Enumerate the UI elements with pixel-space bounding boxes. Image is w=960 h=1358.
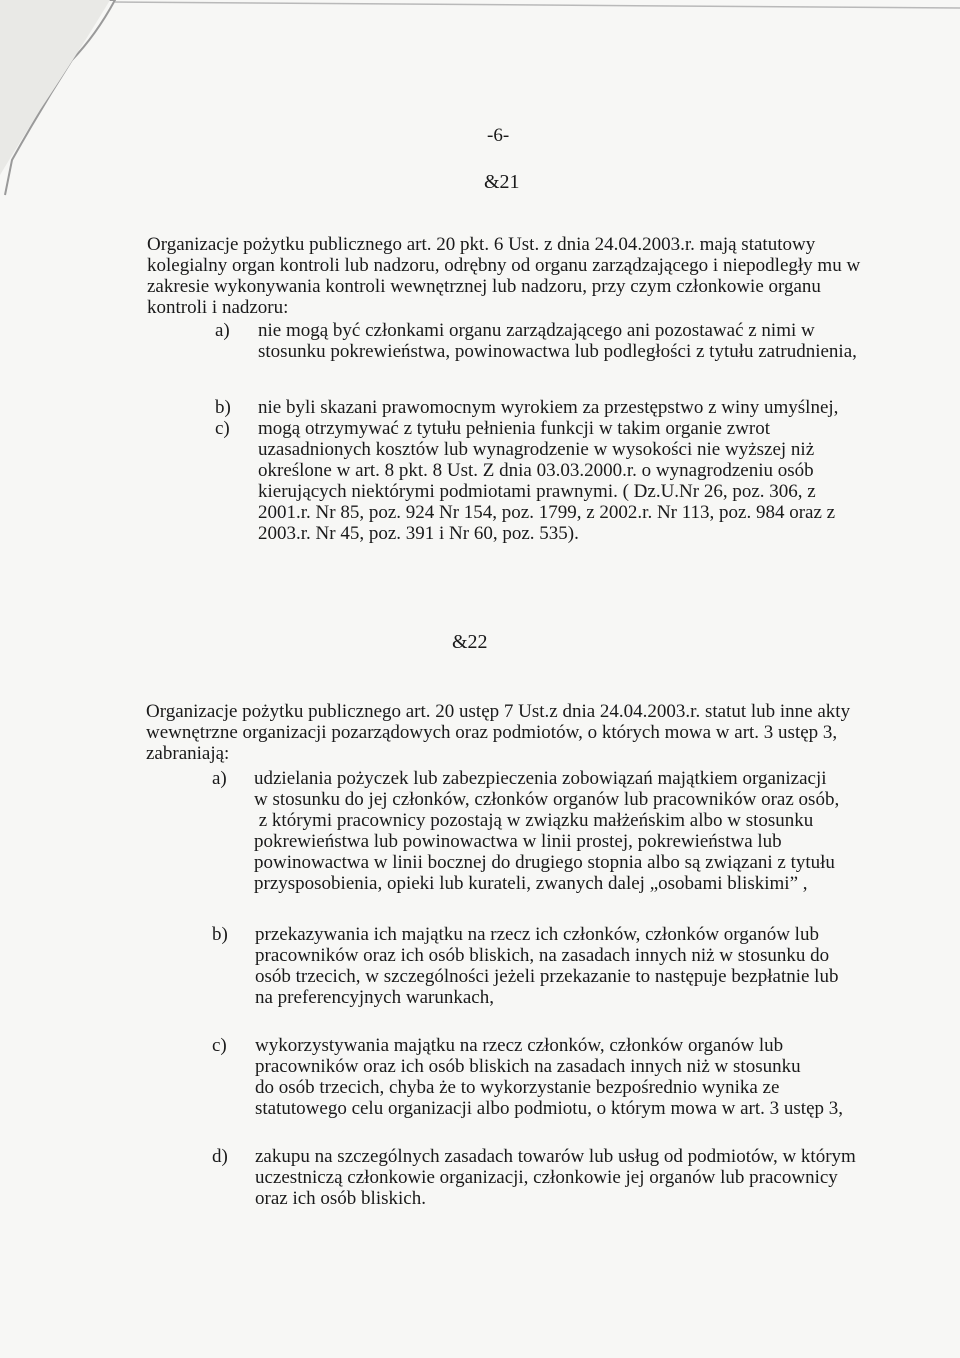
item-line: na preferencyjnych warunkach, (255, 987, 494, 1008)
item-marker: d) (212, 1146, 228, 1167)
item-text (255, 924, 838, 1008)
item-line: kierujących niektórymi podmiotami prawnymi. ( Dz.U.Nr 26, poz. 306, z (258, 481, 816, 502)
item-text (255, 1146, 856, 1209)
section-21-intro (147, 234, 860, 318)
item-line: określone w art. 8 pkt. 8 Ust. Z dnia 03.03.2000.r. o wynagrodzeniu osób (258, 460, 814, 481)
item-line: stosunku pokrewieństwa, powinowactwa lub podległości z tytułu zatrudnienia, (258, 341, 857, 362)
section-21-intro-line: Organizacje pożytku publicznego art. 20 pkt. 6 Ust. z dnia 24.04.2003.r. mają statutowy (147, 234, 816, 255)
item-line: w stosunku do jej członków, członków organów lub pracowników oraz osób, (254, 789, 840, 810)
item-line: uzasadnionych kosztów lub wynagrodzenie w wysokości nie wyższej niż (258, 439, 815, 460)
item-line: nie byli skazani prawomocnym wyrokiem za przestępstwo z winy umyślnej, (258, 397, 839, 418)
item-marker: b) (215, 397, 231, 418)
item-text (255, 1035, 843, 1119)
item-marker: c) (215, 418, 230, 439)
section-22-heading: &22 (452, 631, 488, 653)
item-line: osób trzecich, w szczególności jeżeli przekazanie to następuje bezpłatnie lub (255, 966, 839, 987)
item-line: uczestniczą członkowie organizacji, członkowie jej organów lub pracownicy (255, 1167, 838, 1188)
item-line: pokrewieństwa lub powinowactwa w linii prostej, pokrewieństwa lub (254, 831, 782, 852)
item-line: 2003.r. Nr 45, poz. 391 i Nr 60, poz. 535). (258, 523, 579, 544)
section-22-intro-line: zabraniają: (146, 743, 230, 764)
section-21-intro-line: kontroli i nadzoru: (147, 297, 289, 318)
item-line: zakupu na szczególnych zasadach towarów lub usług od podmiotów, w którym (255, 1146, 856, 1167)
section-21-heading: &21 (484, 171, 520, 193)
section-22-intro-line: Organizacje pożytku publicznego art. 20 ustęp 7 Ust.z dnia 24.04.2003.r. statut lub inne akty (146, 701, 851, 722)
item-text (258, 397, 838, 418)
item-line: udzielania pożyczek lub zabezpieczenia zobowiązań majątkiem organizacji (254, 768, 827, 789)
section-21-intro-line: kolegialny organ kontroli lub nadzoru, odrębny od organu zarządzającego i niepodległy mu w (147, 255, 861, 276)
page-number: -6- (487, 125, 510, 146)
item-line: mogą otrzymywać z tytułu pełnienia funkcji w takim organie zwrot (258, 418, 770, 439)
item-line: przekazywania ich majątku na rzecz ich członków, członków organów lub (255, 924, 819, 945)
item-text (258, 418, 835, 544)
item-marker: b) (212, 924, 228, 945)
item-line: przysposobienia, opieki lub kurateli, zwanych dalej „osobami bliskimi” , (254, 873, 808, 894)
section-22-intro-line: wewnętrzne organizacji pozarządowych oraz podmiotów, o których mowa w art. 3 ustęp 3, (146, 722, 838, 743)
item-line: z którymi pracownicy pozostają w związku małżeńskim albo w stosunku (254, 810, 814, 831)
item-line: statutowego celu organizacji albo podmiotu, o którym mowa w art. 3 ustęp 3, (255, 1098, 843, 1119)
item-marker: a) (215, 320, 230, 341)
item-line: powinowactwa w linii bocznej do drugiego stopnia albo są związani z tytułu (254, 852, 835, 873)
section-21-intro-line: zakresie wykonywania kontroli wewnętrznej lub nadzoru, przy czym członkowie organu (147, 276, 821, 297)
item-marker: c) (212, 1035, 227, 1056)
item-marker: a) (212, 768, 227, 789)
item-text (254, 768, 839, 894)
item-line: pracowników oraz ich osób bliskich, na zasadach innych niż w stosunku do (255, 945, 830, 966)
item-line: oraz ich osób bliskich. (255, 1188, 426, 1209)
item-line: pracowników oraz ich osób bliskich na zasadach innych niż w stosunku (255, 1056, 801, 1077)
section-22-intro (146, 701, 850, 764)
item-text (258, 320, 857, 362)
item-line: nie mogą być członkami organu zarządzającego ani pozostawać z nimi w (258, 320, 815, 341)
item-line: wykorzystywania majątku na rzecz członków, członków organów lub (255, 1035, 784, 1056)
item-line: 2001.r. Nr 85, poz. 924 Nr 154, poz. 1799, z 2002.r. Nr 113, poz. 984 oraz z (258, 502, 836, 523)
item-line: do osób trzecich, chyba że to wykorzystanie bezpośrednio wynika ze (255, 1077, 780, 1098)
